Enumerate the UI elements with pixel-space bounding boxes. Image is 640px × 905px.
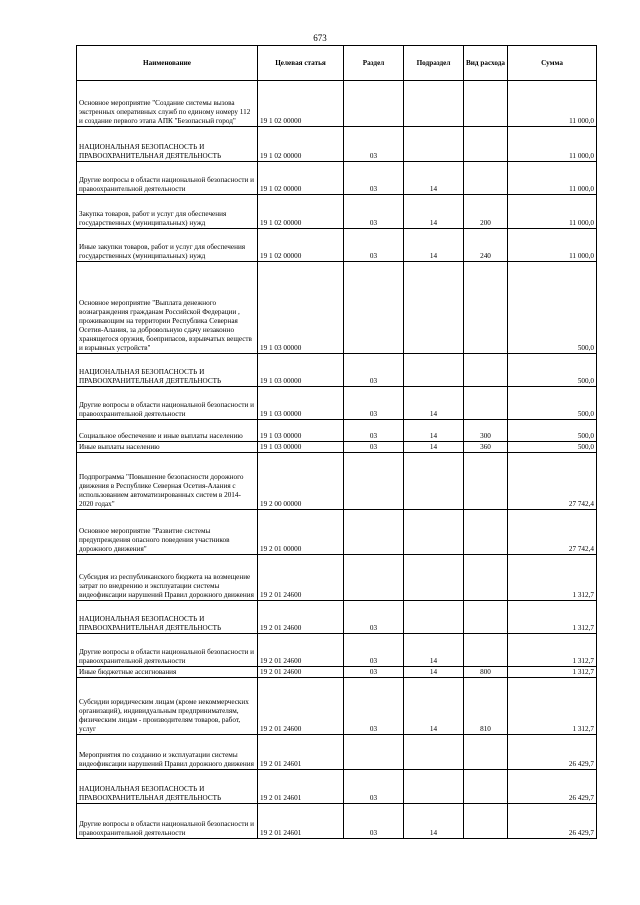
table-row: [77, 442, 597, 453]
header-name: Наименование: [77, 46, 258, 81]
cell-subsection: 14: [404, 804, 464, 839]
cell-expense-type: 240: [464, 229, 508, 262]
cell-target: 19 1 02 00000: [258, 127, 344, 162]
cell-expense-type: [464, 453, 508, 510]
cell-expense-type: [464, 127, 508, 162]
table-row: [77, 195, 597, 229]
header-subsection: Подраздел: [404, 46, 464, 81]
cell-name: Другие вопросы в области национальной безопасности и правоохранительной деятельности: [77, 634, 258, 667]
cell-sum: 26 429,7: [508, 770, 597, 804]
cell-expense-type: 810: [464, 678, 508, 735]
cell-expense-type: [464, 770, 508, 804]
cell-expense-type: [464, 162, 508, 195]
page-number: 673: [313, 33, 327, 43]
cell-sum: 1 312,7: [508, 667, 597, 678]
cell-target: 19 2 01 24601: [258, 770, 344, 804]
cell-expense-type: [464, 354, 508, 387]
table-row: [77, 634, 597, 667]
cell-target: 19 2 01 24600: [258, 601, 344, 634]
cell-sum: 26 429,7: [508, 804, 597, 839]
cell-name: Основное мероприятие "Выплата денежного вознаграждения гражданам Российской Федерации , проживающим на территории Республика Северная Осетия-Алания, за добровольную сдачу незаконно хранящегося оружия, боеприпасов, взрывчатых веществ и взрывных устройств": [77, 262, 258, 354]
cell-expense-type: [464, 262, 508, 354]
cell-expense-type: [464, 601, 508, 634]
cell-name: Основное мероприятие "Развитие системы предупреждения опасного поведения участников дорожного движения": [77, 510, 258, 555]
cell-sum: 26 429,7: [508, 735, 597, 770]
cell-name: Субсидия из республиканского бюджета на возмещение затрат по внедрению и эксплуатации системы видеофиксации нарушений Правил дорожного движения: [77, 555, 258, 601]
cell-subsection: 14: [404, 634, 464, 667]
cell-target: 19 1 02 00000: [258, 195, 344, 229]
cell-section: 03: [344, 667, 404, 678]
cell-name: Закупка товаров, работ и услуг для обеспечения государственных (муниципальных) нужд: [77, 195, 258, 229]
cell-expense-type: [464, 387, 508, 420]
cell-section: 03: [344, 634, 404, 667]
cell-section: 03: [344, 420, 404, 442]
table-row: [77, 453, 597, 510]
cell-name: Субсидии юридическим лицам (кроме некоммерческих организаций), индивидуальным предпринимателям, физическим лицам - производителям товаров, работ, услуг: [77, 678, 258, 735]
cell-section: [344, 555, 404, 601]
header-expense-type: Вид расхода: [464, 46, 508, 81]
cell-name: Основное мероприятие "Создание системы вызова экстренных оперативных служб по единому номеру 112 и создание первого этапа АПК "Безопасный город": [77, 81, 258, 127]
cell-subsection: 14: [404, 387, 464, 420]
cell-subsection: [404, 770, 464, 804]
header-section: Раздел: [344, 46, 404, 81]
cell-section: [344, 262, 404, 354]
cell-name: Иные выплаты населению: [77, 442, 258, 453]
cell-name: Другие вопросы в области национальной безопасности и правоохранительной деятельности: [77, 804, 258, 839]
cell-subsection: [404, 601, 464, 634]
cell-subsection: [404, 262, 464, 354]
cell-name: НАЦИОНАЛЬНАЯ БЕЗОПАСНОСТЬ И ПРАВООХРАНИТЕЛЬНАЯ ДЕЯТЕЛЬНОСТЬ: [77, 770, 258, 804]
cell-target: 19 2 01 24601: [258, 735, 344, 770]
cell-expense-type: 360: [464, 442, 508, 453]
table-row: [77, 262, 597, 354]
cell-subsection: 14: [404, 229, 464, 262]
cell-section: 03: [344, 804, 404, 839]
cell-sum: 11 000,0: [508, 81, 597, 127]
cell-sum: 1 312,7: [508, 601, 597, 634]
header-target: Целевая статья: [258, 46, 344, 81]
cell-subsection: [404, 510, 464, 555]
cell-sum: 27 742,4: [508, 453, 597, 510]
cell-subsection: 14: [404, 195, 464, 229]
cell-section: 03: [344, 387, 404, 420]
cell-name: Иные бюджетные ассигнования: [77, 667, 258, 678]
cell-section: 03: [344, 354, 404, 387]
header-sum: Сумма: [508, 46, 597, 81]
cell-sum: 11 000,0: [508, 127, 597, 162]
cell-sum: 27 742,4: [508, 510, 597, 555]
cell-sum: 500,0: [508, 442, 597, 453]
cell-section: 03: [344, 601, 404, 634]
cell-target: 19 2 01 24600: [258, 634, 344, 667]
cell-sum: 11 000,0: [508, 162, 597, 195]
cell-sum: 500,0: [508, 420, 597, 442]
cell-expense-type: [464, 81, 508, 127]
table-row: [77, 510, 597, 555]
cell-section: [344, 735, 404, 770]
cell-section: [344, 510, 404, 555]
cell-section: 03: [344, 678, 404, 735]
cell-section: 03: [344, 127, 404, 162]
cell-name: Другие вопросы в области национальной безопасности и правоохранительной деятельности: [77, 387, 258, 420]
cell-sum: 11 000,0: [508, 195, 597, 229]
table-row: [77, 162, 597, 195]
cell-target: 19 2 00 00000: [258, 453, 344, 510]
cell-sum: 1 312,7: [508, 555, 597, 601]
cell-target: 19 1 03 00000: [258, 262, 344, 354]
cell-expense-type: [464, 510, 508, 555]
cell-target: 19 1 03 00000: [258, 420, 344, 442]
cell-target: 19 1 02 00000: [258, 229, 344, 262]
cell-sum: 1 312,7: [508, 634, 597, 667]
cell-expense-type: 200: [464, 195, 508, 229]
cell-target: 19 2 01 24601: [258, 804, 344, 839]
table-row: [77, 127, 597, 162]
cell-section: [344, 453, 404, 510]
cell-expense-type: 300: [464, 420, 508, 442]
cell-name: Иные закупки товаров, работ и услуг для обеспечения государственных (муниципальных) нужд: [77, 229, 258, 262]
table-row: [77, 667, 597, 678]
cell-subsection: [404, 453, 464, 510]
cell-expense-type: [464, 555, 508, 601]
table-row: [77, 770, 597, 804]
cell-subsection: 14: [404, 442, 464, 453]
cell-target: 19 1 03 00000: [258, 442, 344, 453]
table-row: [77, 678, 597, 735]
table-row: [77, 81, 597, 127]
table-row: [77, 420, 597, 442]
cell-target: 19 2 01 24600: [258, 678, 344, 735]
cell-subsection: 14: [404, 678, 464, 735]
cell-name: Мероприятия по созданию и эксплуатации системы видеофиксации нарушений Правил дорожного движения: [77, 735, 258, 770]
cell-subsection: [404, 354, 464, 387]
cell-subsection: 14: [404, 420, 464, 442]
cell-section: 03: [344, 442, 404, 453]
cell-subsection: 14: [404, 162, 464, 195]
cell-target: 19 2 01 00000: [258, 510, 344, 555]
cell-section: 03: [344, 770, 404, 804]
cell-target: 19 2 01 24600: [258, 667, 344, 678]
table-row: [77, 555, 597, 601]
table-row: [77, 601, 597, 634]
cell-name: Социальное обеспечение и иные выплаты населению: [77, 420, 258, 442]
table-row: [77, 354, 597, 387]
cell-target: 19 2 01 24600: [258, 555, 344, 601]
cell-section: 03: [344, 195, 404, 229]
cell-sum: 500,0: [508, 354, 597, 387]
cell-target: 19 1 02 00000: [258, 81, 344, 127]
cell-name: Подпрограмма "Повышение безопасности дорожного движения в Республике Северная Осетия-Алания с использованием автоматизированных систем в 2014-2020 годах": [77, 453, 258, 510]
cell-subsection: 14: [404, 667, 464, 678]
cell-section: 03: [344, 229, 404, 262]
cell-name: НАЦИОНАЛЬНАЯ БЕЗОПАСНОСТЬ И ПРАВООХРАНИТЕЛЬНАЯ ДЕЯТЕЛЬНОСТЬ: [77, 127, 258, 162]
cell-name: НАЦИОНАЛЬНАЯ БЕЗОПАСНОСТЬ И ПРАВООХРАНИТЕЛЬНАЯ ДЕЯТЕЛЬНОСТЬ: [77, 354, 258, 387]
cell-target: 19 1 02 00000: [258, 162, 344, 195]
cell-target: 19 1 03 00000: [258, 354, 344, 387]
cell-subsection: [404, 735, 464, 770]
table-header-row: [77, 46, 597, 81]
cell-sum: 500,0: [508, 262, 597, 354]
cell-subsection: [404, 81, 464, 127]
cell-name: Другие вопросы в области национальной безопасности и правоохранительной деятельности: [77, 162, 258, 195]
table-row: [77, 804, 597, 839]
cell-name: НАЦИОНАЛЬНАЯ БЕЗОПАСНОСТЬ И ПРАВООХРАНИТЕЛЬНАЯ ДЕЯТЕЛЬНОСТЬ: [77, 601, 258, 634]
table-row: [77, 387, 597, 420]
cell-expense-type: [464, 634, 508, 667]
cell-subsection: [404, 127, 464, 162]
cell-section: [344, 81, 404, 127]
cell-expense-type: 800: [464, 667, 508, 678]
table-row: [77, 735, 597, 770]
cell-expense-type: [464, 804, 508, 839]
budget-table: [76, 45, 597, 839]
cell-expense-type: [464, 735, 508, 770]
cell-section: 03: [344, 162, 404, 195]
table-row: [77, 229, 597, 262]
cell-target: 19 1 03 00000: [258, 387, 344, 420]
cell-sum: 1 312,7: [508, 678, 597, 735]
cell-sum: 11 000,0: [508, 229, 597, 262]
cell-sum: 500,0: [508, 387, 597, 420]
cell-subsection: [404, 555, 464, 601]
